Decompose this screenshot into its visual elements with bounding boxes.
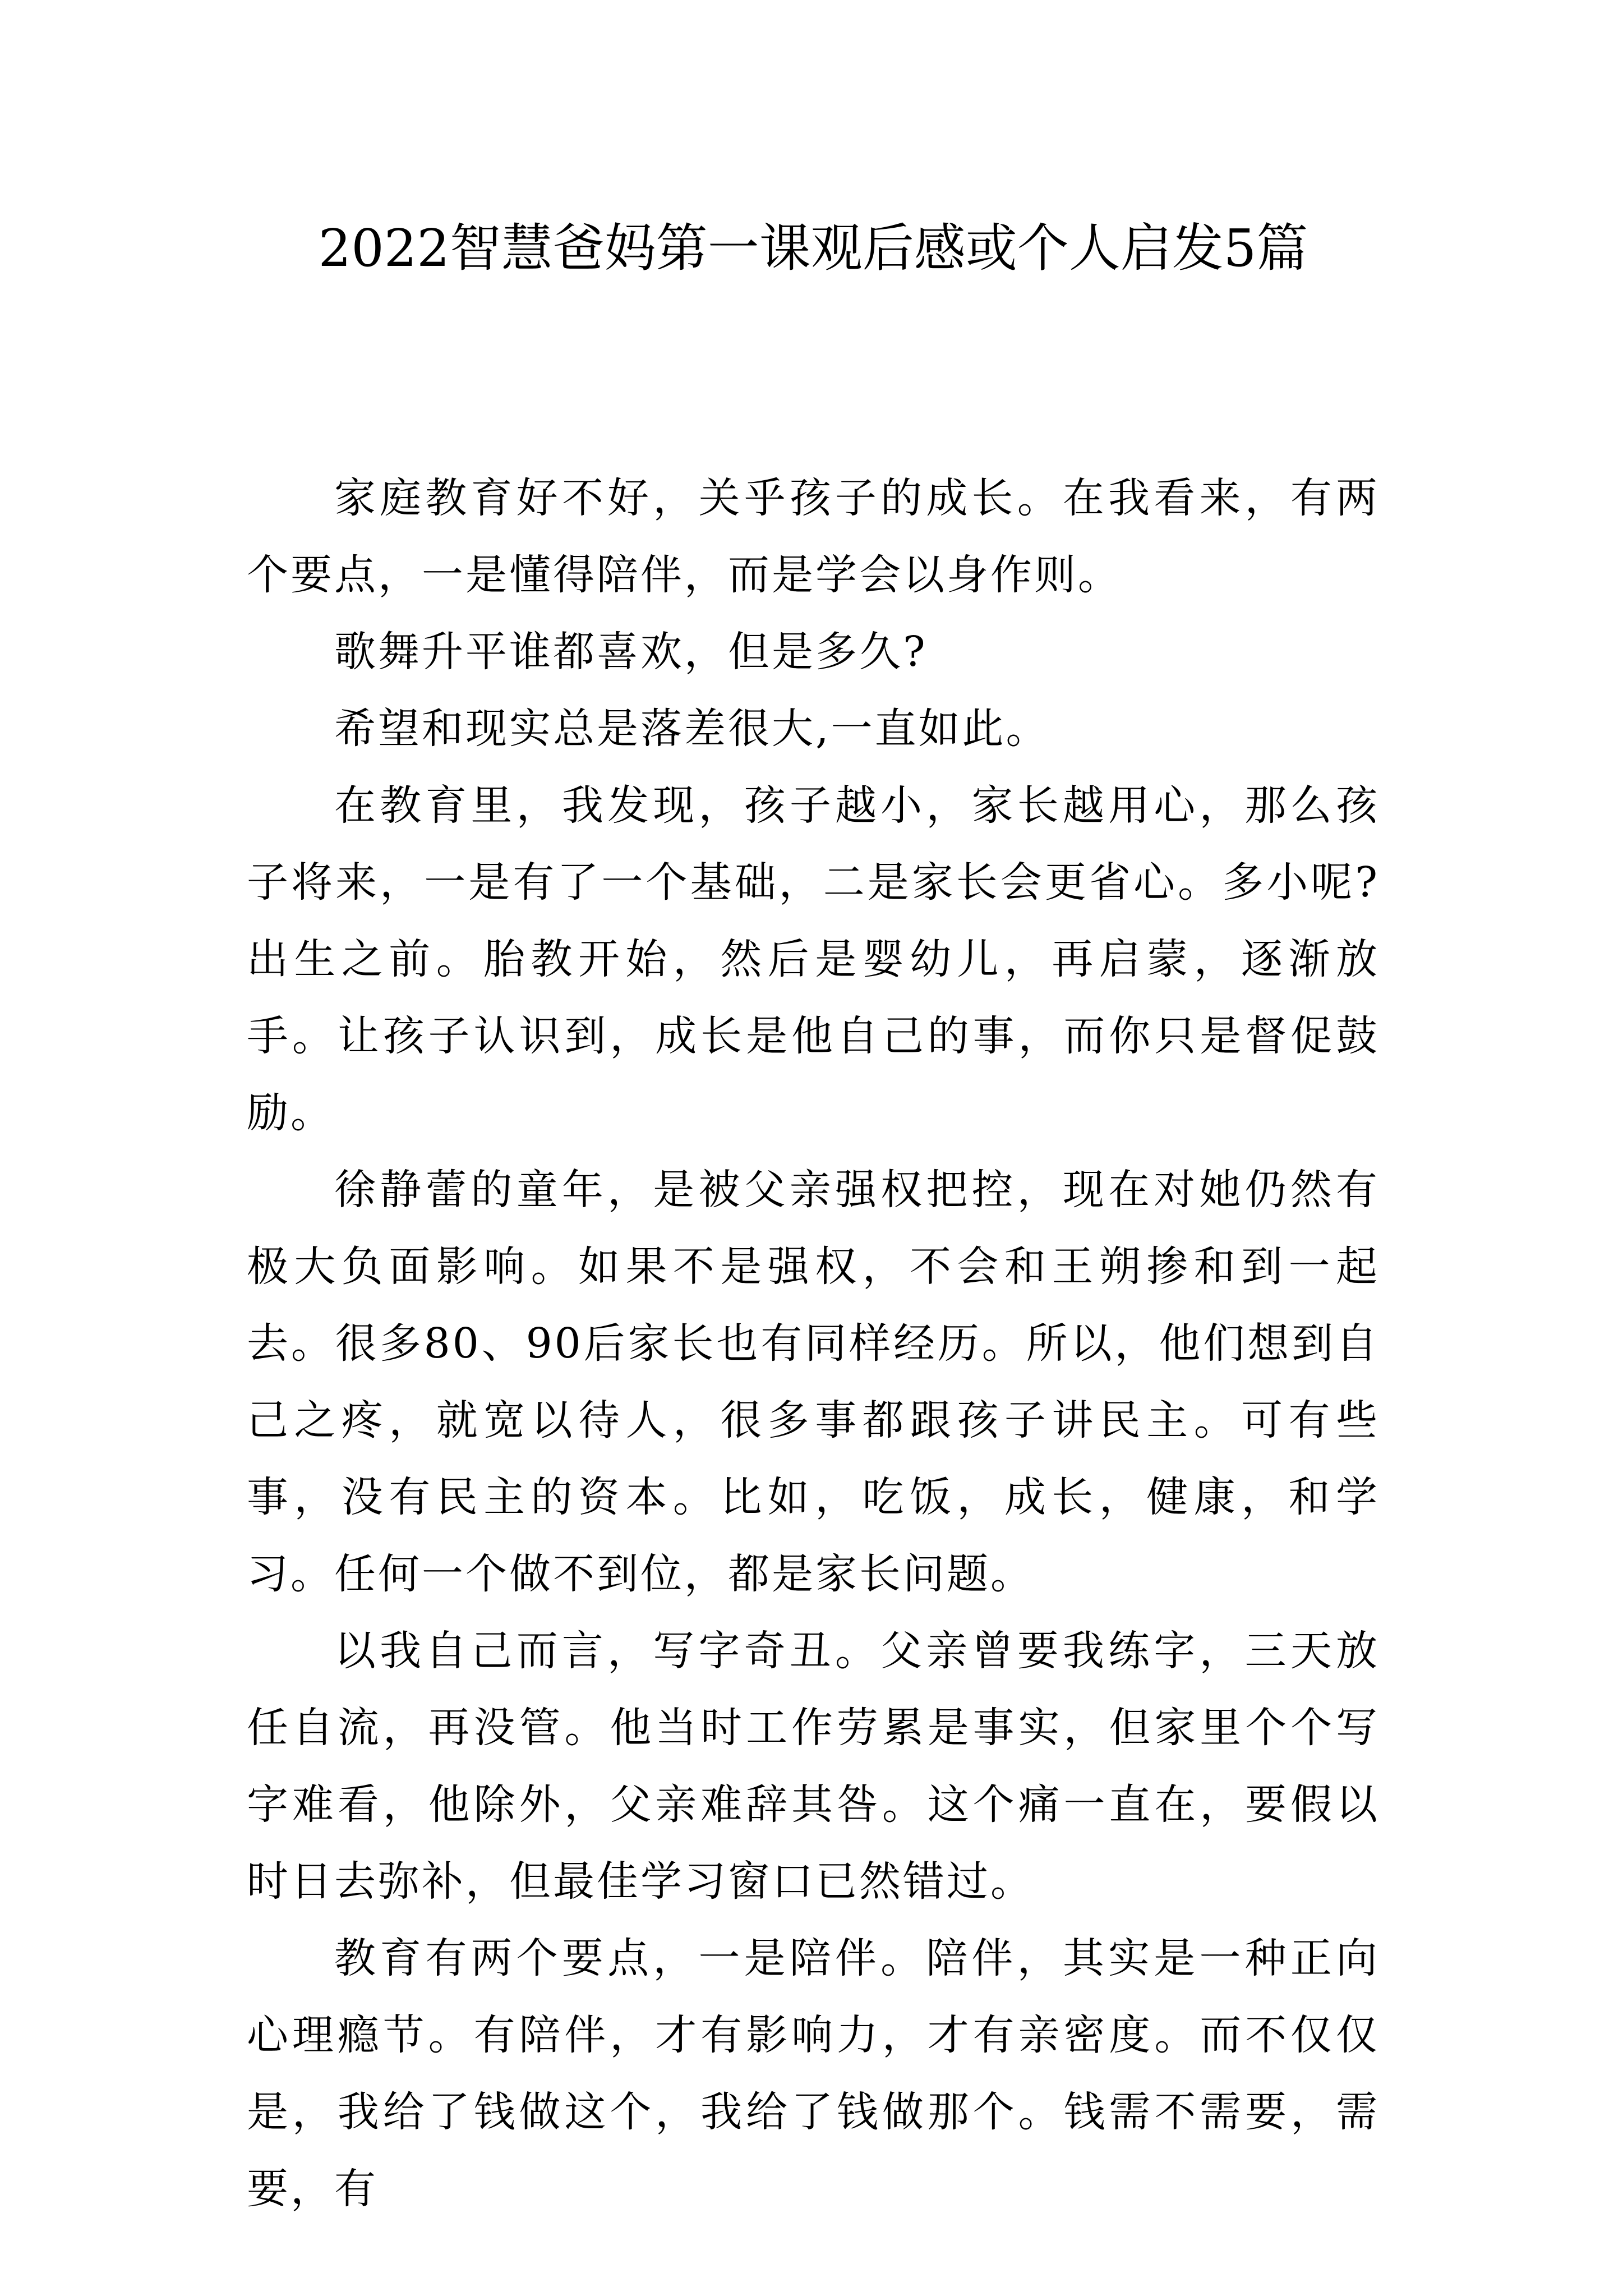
paragraph: 歌舞升平谁都喜欢，但是多久? (334, 628, 928, 676)
paragraph: 希望和现实总是落差很大,一直如此。 (334, 705, 1050, 753)
paragraph: 教育有两个要点，一是陪伴。陪伴，其实是一种正向心理瘾节。有陪伴，才有影响力，才有亲密度。而不仅仅是，我给了钱做这个，我给了钱做那个。钱需不需要，需要，有 (247, 1934, 1380, 2213)
document-body (247, 460, 1380, 2228)
paragraph: 家庭教育好不好，关乎孩子的成长。在我看来，有两个要点，一是懂得陪伴，而是学会以身作则。 (247, 474, 1380, 599)
paragraph: 在教育里，我发现，孩子越小，家长越用心，那么孩子将来，一是有了一个基础，二是家长会更省心。多小呢?出生之前。胎教开始，然后是婴幼儿，再启蒙，逐渐放手。让孩子认识到，成长是他自己的事，而你只是督促鼓励。 (247, 781, 1380, 1137)
document-title: 2022智慧爸妈第一课观后感或个人启发5篇 (318, 218, 1308, 278)
paragraph: 以我自己而言，写字奇丑。父亲曾要我练字，三天放任自流，再没管。他当时工作劳累是事实，但家里个个写字难看，他除外，父亲难辞其咎。这个痛一直在，要假以时日去弥补，但最佳学习窗口已然错过。 (247, 1627, 1380, 1906)
paragraph: 徐静蕾的童年，是被父亲强权把控，现在对她仍然有极大负面影响。如果不是强权，不会和王朔掺和到一起去。很多80、90后家长也有同样经历。所以，他们想到自己之疼，就宽以待人，很多事都跟孩子讲民主。可有些事，没有民主的资本。比如，吃饭，成长，健康，和学习。任何一个做不到位，都是家长问题。 (247, 1166, 1380, 1598)
